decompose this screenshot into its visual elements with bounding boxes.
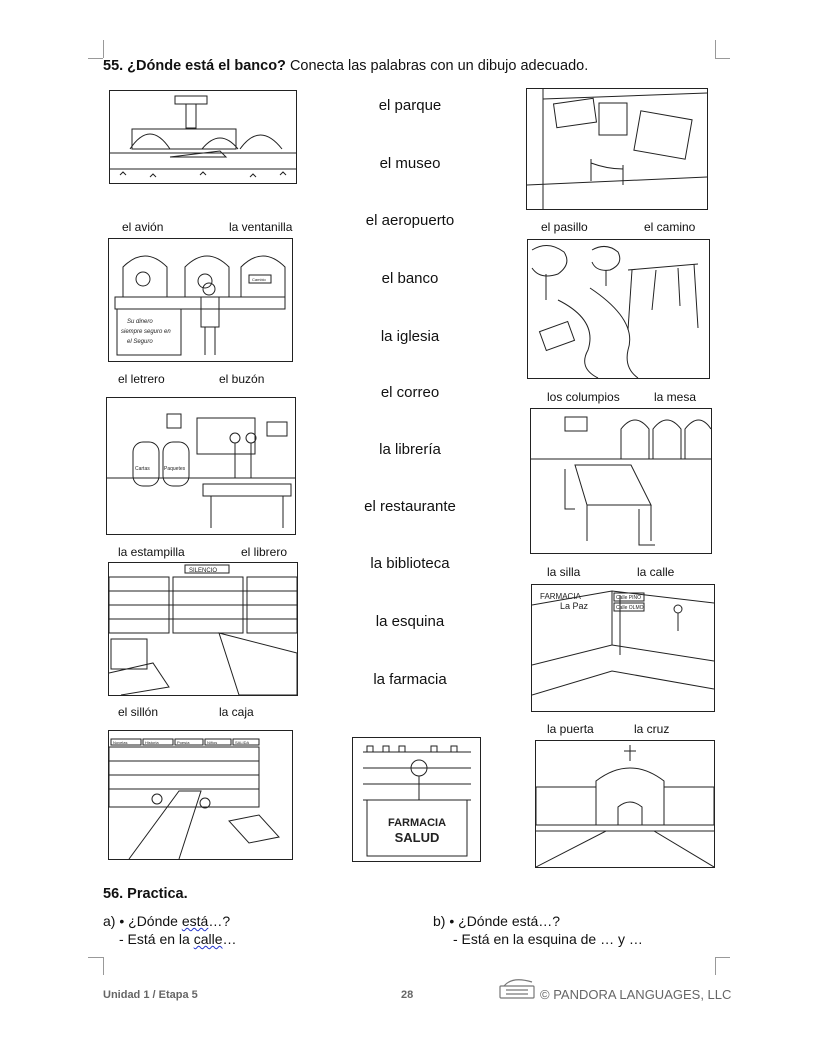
library-silence-sign: SILENCIO bbox=[189, 568, 218, 574]
exercise-55-title bbox=[103, 58, 588, 74]
park-picture bbox=[527, 239, 710, 379]
pharmacy-counter-picture bbox=[352, 737, 481, 862]
bookstore-sign-4: Niños bbox=[207, 740, 218, 745]
practice-b-answer: - Está en la esquina de … y … bbox=[453, 931, 643, 947]
bookstore-exit-sign: SALIDA bbox=[235, 740, 250, 745]
exercise-number-title: 55. ¿Dónde está el banco? bbox=[103, 58, 286, 74]
footer-unit: Unidad 1 / Etapa 5 bbox=[103, 989, 198, 1001]
right-caption-3a: la silla bbox=[547, 565, 581, 579]
pharmacy-counter-sign-line1: FARMACIA bbox=[387, 817, 447, 829]
bank-sign-line2: siempre seguro en bbox=[121, 329, 171, 335]
bank-picture bbox=[108, 238, 293, 362]
footer-copyright: © PANDORA LANGUAGES, LLC bbox=[540, 987, 732, 1002]
museum-picture bbox=[526, 88, 708, 210]
practice-a-answer-start: - Está en la bbox=[119, 931, 194, 947]
crop-mark bbox=[715, 957, 730, 958]
mailbox-left-label: Cartas bbox=[135, 466, 150, 472]
left-caption-4b: la caja bbox=[219, 705, 254, 719]
word-item: el parque bbox=[378, 97, 442, 114]
left-caption-4a: el sillón bbox=[118, 705, 159, 719]
right-caption-1a: el pasillo bbox=[541, 220, 588, 234]
practice-a-answer-end: … bbox=[222, 931, 237, 947]
exercise-instruction: Conecta las palabras con un dibujo adecuado. bbox=[289, 58, 589, 74]
practice-a-question-end: …? bbox=[208, 913, 231, 929]
word-item: el aeropuerto bbox=[365, 212, 455, 229]
exercise-56-title: 56. Practica. bbox=[103, 886, 188, 902]
word-item: el correo bbox=[380, 384, 440, 401]
right-caption-2a: los columpios bbox=[547, 390, 620, 404]
footer-page-number: 28 bbox=[401, 989, 414, 1001]
right-caption-4a: la puerta bbox=[547, 722, 594, 736]
bullet-icon: • bbox=[449, 913, 455, 929]
word-item: el banco bbox=[381, 270, 439, 287]
pharmacy-counter-sign-line2: SALUD bbox=[394, 830, 440, 845]
right-caption-4b: la cruz bbox=[634, 722, 670, 736]
practice-a-answer-word: calle bbox=[193, 931, 223, 947]
practice-b-label: b) bbox=[433, 913, 450, 929]
airport-picture bbox=[109, 90, 297, 184]
word-item: la librería bbox=[379, 441, 441, 458]
bookstore-picture bbox=[108, 730, 293, 860]
crop-mark bbox=[88, 957, 103, 958]
left-caption-3a: la estampilla bbox=[118, 545, 185, 559]
practice-b-question bbox=[433, 913, 560, 930]
crop-mark bbox=[103, 957, 104, 975]
restaurant-picture bbox=[530, 408, 712, 554]
left-caption-2b: el buzón bbox=[219, 372, 265, 386]
left-caption-1a: el avión bbox=[122, 220, 164, 234]
right-caption-3b: la calle bbox=[637, 565, 675, 579]
bank-sign-line3: el Seguro bbox=[127, 339, 153, 345]
right-caption-1b: el camino bbox=[644, 220, 696, 234]
post-office-picture bbox=[106, 397, 296, 535]
bookstore-sign-2: Historia bbox=[145, 740, 159, 745]
word-item: el restaurante bbox=[364, 498, 456, 515]
bank-small-sign: Cambio bbox=[252, 277, 266, 282]
practice-a-question-word: está bbox=[181, 913, 209, 929]
crop-mark bbox=[715, 957, 716, 975]
street-sign-1: Calle PINO bbox=[616, 595, 642, 601]
mailbox-right-label: Paquetes bbox=[164, 466, 186, 472]
crop-mark bbox=[88, 58, 103, 59]
word-item: la esquina bbox=[375, 613, 445, 630]
word-item: la biblioteca bbox=[370, 555, 450, 572]
crop-mark bbox=[715, 40, 716, 58]
bank-sign-line1: Su dinero bbox=[127, 319, 153, 325]
practice-a-question bbox=[103, 913, 230, 930]
practice-a-question-start: ¿Dónde bbox=[128, 913, 182, 929]
church-picture bbox=[535, 740, 715, 868]
left-caption-3b: el librero bbox=[241, 545, 288, 559]
practice-a-label: a) bbox=[103, 913, 120, 929]
pandora-logo-icon bbox=[498, 978, 536, 1000]
bullet-icon: • bbox=[119, 913, 125, 929]
word-item: el museo bbox=[379, 155, 441, 172]
street-corner-picture bbox=[531, 584, 715, 712]
crop-mark bbox=[715, 58, 730, 59]
crop-mark bbox=[103, 40, 104, 58]
bookstore-sign-1: Novelas bbox=[113, 740, 128, 745]
word-item: la farmacia bbox=[373, 671, 447, 688]
library-picture bbox=[108, 562, 298, 696]
corner-pharmacy-name: La Paz bbox=[560, 601, 589, 611]
street-sign-2: Calle OLMO bbox=[616, 605, 644, 611]
left-caption-2a: el letrero bbox=[118, 372, 165, 386]
practice-a-answer bbox=[119, 931, 237, 948]
left-caption-1b: la ventanilla bbox=[229, 220, 293, 234]
right-caption-2b: la mesa bbox=[654, 390, 697, 404]
word-item: la iglesia bbox=[380, 328, 440, 345]
bookstore-sign-3: Poesía bbox=[177, 740, 190, 745]
practice-b-question-text: ¿Dónde está…? bbox=[458, 913, 561, 929]
corner-pharmacy-sign: FARMACIA bbox=[540, 592, 581, 601]
